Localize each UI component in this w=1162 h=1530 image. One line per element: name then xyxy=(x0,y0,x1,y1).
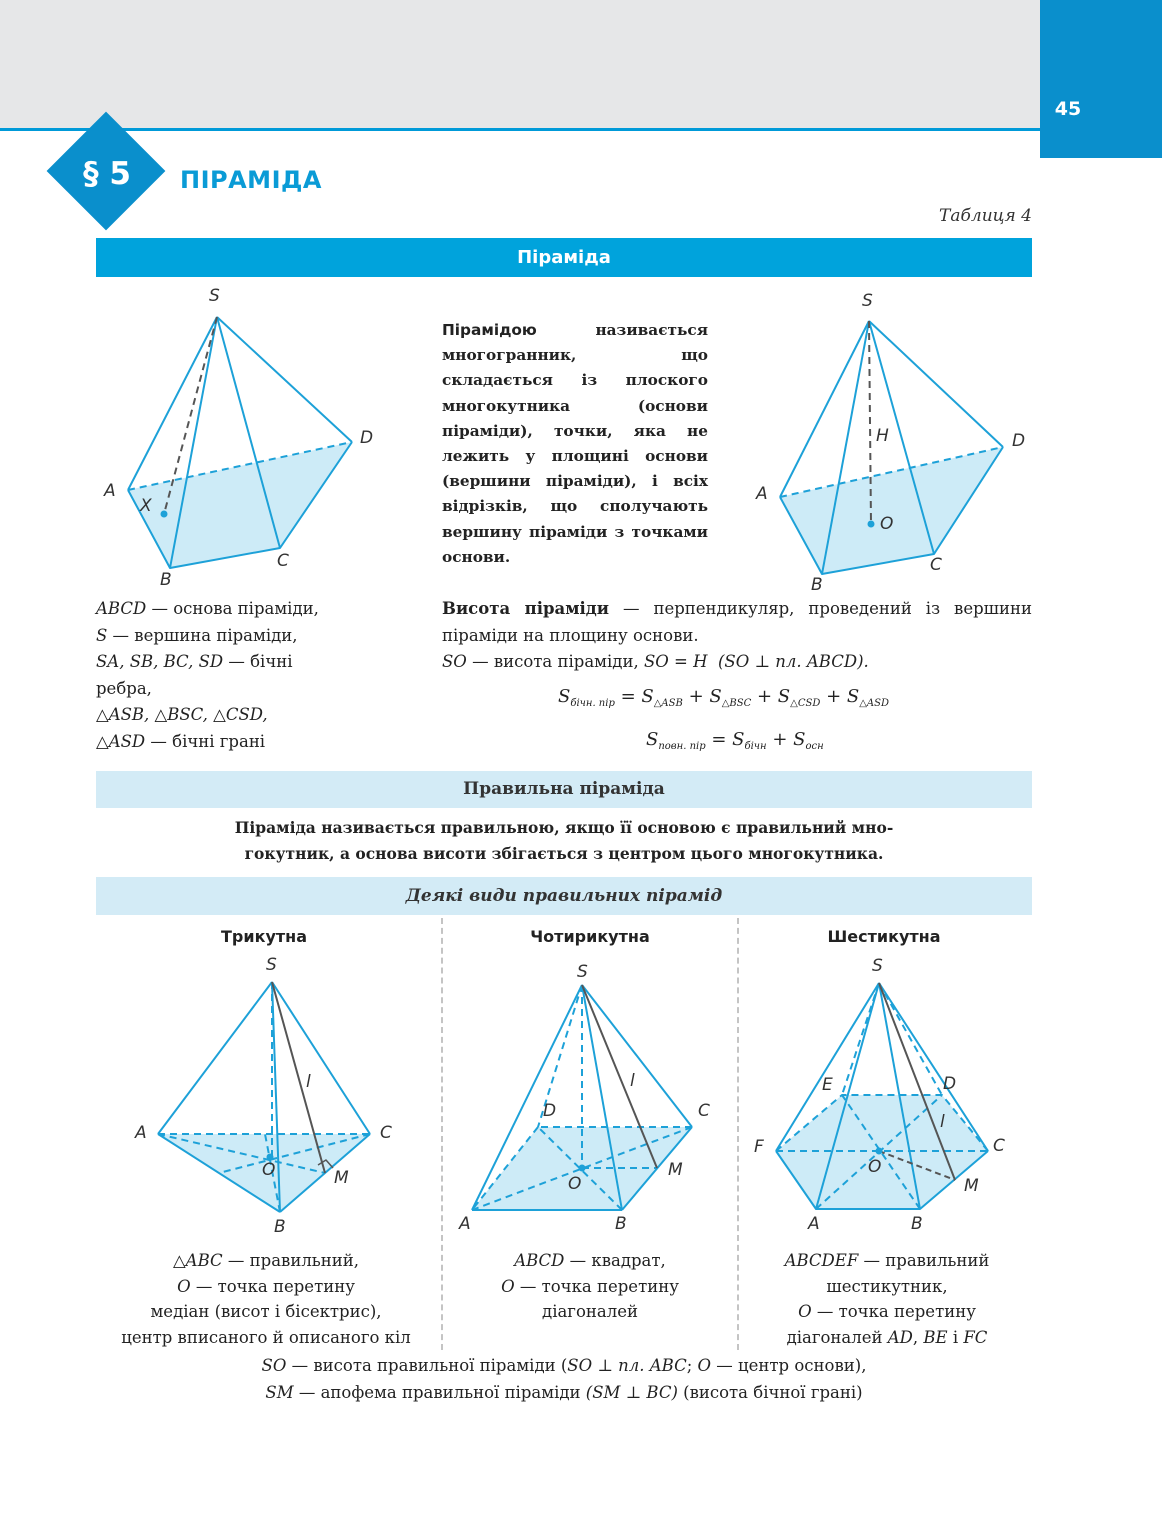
caption-triangular: △ABC — правильний, O — точка перетину медіан (висот і бісектрис), центр вписаного й описаного кіл xyxy=(121,1251,411,1347)
definition-text: називається многогранник, що складається із плоского многокутника (основи піраміди), точки, яка не лежить у площині основи (вершини піраміди), і всіх відрізків, що сполучають вершину піраміди з точками основи. xyxy=(442,321,708,566)
notes-line-5: △ASB, △BSC, △CSD, xyxy=(96,705,268,724)
fig1-label-x: X xyxy=(140,496,152,516)
fig2-label-h: H xyxy=(876,426,889,446)
pyramid-definition xyxy=(442,318,708,570)
notes-line-2: S — вершина піраміди, xyxy=(96,625,298,645)
fig4-label-a: A xyxy=(459,1214,471,1234)
notes-line-3: SA, SB, BC, SD — бічні xyxy=(96,652,293,671)
column-title-quadrilateral: Чотирикутна xyxy=(530,927,650,946)
fig5-label-d: D xyxy=(943,1074,957,1094)
fig4-label-c: C xyxy=(698,1101,710,1121)
notes-line-1: ABCD — основа піраміди, xyxy=(96,599,319,618)
fig4-label-s: S xyxy=(577,962,588,982)
fig2-label-s: S xyxy=(862,291,873,311)
fig2-label-b: B xyxy=(811,575,823,595)
main-bar: Піраміда xyxy=(96,238,1032,277)
fig5-label-f: F xyxy=(754,1137,764,1157)
formula-total-area: $S_{повн. пір} = S_{бічн} + S_{осн}$ xyxy=(646,729,824,752)
fig3-label-c: C xyxy=(380,1123,392,1143)
fig2-label-o: O xyxy=(880,514,894,534)
caption-hexagonal: ABCDEF — правильний шестикутник, O — точка перетину діагоналей AD, BE і FC xyxy=(784,1251,990,1347)
column-title-hexagonal: Шестикутна xyxy=(827,927,941,946)
pyramid-figure-2 xyxy=(780,321,1003,574)
column-separator-2 xyxy=(737,918,739,1350)
regular-definition xyxy=(96,815,1032,867)
fig5-label-s: S xyxy=(872,956,883,976)
page-number: 45 xyxy=(1054,98,1082,120)
fig2-label-c: C xyxy=(930,555,942,575)
fig1-label-c: C xyxy=(277,551,289,571)
fig1-label-s: S xyxy=(209,286,220,306)
notes-line-4: ребра, xyxy=(96,678,152,698)
fig1-label-d: D xyxy=(360,428,374,448)
notes-left xyxy=(96,596,436,755)
fig3-label-a: A xyxy=(135,1123,147,1143)
fig4-label-l: l xyxy=(630,1071,635,1091)
fig1-label-a: A xyxy=(104,481,116,501)
bottom-line-2: SM — апофема правильної піраміди (SM ⊥ BC) (висота бічної грані) xyxy=(265,1383,863,1402)
fig5-label-m: M xyxy=(964,1176,979,1196)
bottom-notes xyxy=(96,1352,1032,1406)
formula-lateral-area: $S_{бічн. пір} = S_{\triangle ASB} + S_{\triangle BSC} + S_{\triangle CSD} + S_{\triangle ASD}$ xyxy=(558,686,889,709)
fig5-label-a: A xyxy=(808,1214,820,1234)
fig2-label-a: A xyxy=(756,484,768,504)
fig3-label-s: S xyxy=(266,955,277,975)
regular-definition-line-1: Піраміда називається правильною, якщо її основою є правильний мно- xyxy=(234,818,894,837)
fig1-label-b: B xyxy=(160,570,172,590)
pyramid-figure-4 xyxy=(472,985,692,1210)
height-keyword: Висота піраміди xyxy=(442,599,610,618)
fig4-label-d: D xyxy=(543,1101,557,1121)
fig3-label-m: M xyxy=(334,1168,349,1188)
fig3-label-b: B xyxy=(274,1217,286,1237)
pyramid-figure-5 xyxy=(776,983,988,1209)
fig5-label-c: C xyxy=(993,1136,1005,1156)
column-separator-1 xyxy=(441,918,443,1350)
section-title: ПІРАМІДА xyxy=(180,166,322,194)
pyramid-figure-1 xyxy=(128,317,352,568)
bottom-line-1: SO — висота правильної піраміди (SO ⊥ пл. ABC; O — центр основи), xyxy=(261,1356,867,1375)
table-label: Таблиця 4 xyxy=(939,206,1032,226)
kinds-bar: Деякі види правильних пірамід xyxy=(96,877,1032,915)
fig4-label-m: M xyxy=(668,1160,683,1180)
column-title-triangular: Трикутна xyxy=(221,927,307,946)
regular-pyramid-bar: Правильна піраміда xyxy=(96,771,1032,808)
height-formula-line: SO — висота піраміди, SO = H (SO ⊥ пл. ABCD). xyxy=(442,652,869,671)
height-definition: Висота піраміди — перпендикуляр, проведений із вершини піраміди на площину основи. xyxy=(442,599,1032,645)
fig3-label-l: l xyxy=(306,1072,311,1092)
fig4-label-b: B xyxy=(615,1214,627,1234)
regular-definition-line-2: гокутник, а основа висоти збігається з центром цього многокутника. xyxy=(244,844,884,863)
definition-keyword: Пірамідою xyxy=(442,321,537,339)
fig5-label-e: E xyxy=(822,1075,833,1095)
notes-line-6: △ASD — бічні грані xyxy=(96,731,266,751)
fig5-label-o: O xyxy=(868,1157,882,1177)
fig5-label-b: B xyxy=(911,1214,923,1234)
fig3-label-o: O xyxy=(262,1160,276,1180)
section-number: § 5 xyxy=(83,156,131,192)
fig4-label-o: O xyxy=(568,1174,582,1194)
fig2-label-d: D xyxy=(1012,431,1026,451)
fig5-label-l: l xyxy=(940,1112,945,1132)
caption-quadrilateral: ABCD — квадрат, O — точка перетину діагоналей xyxy=(501,1251,679,1321)
